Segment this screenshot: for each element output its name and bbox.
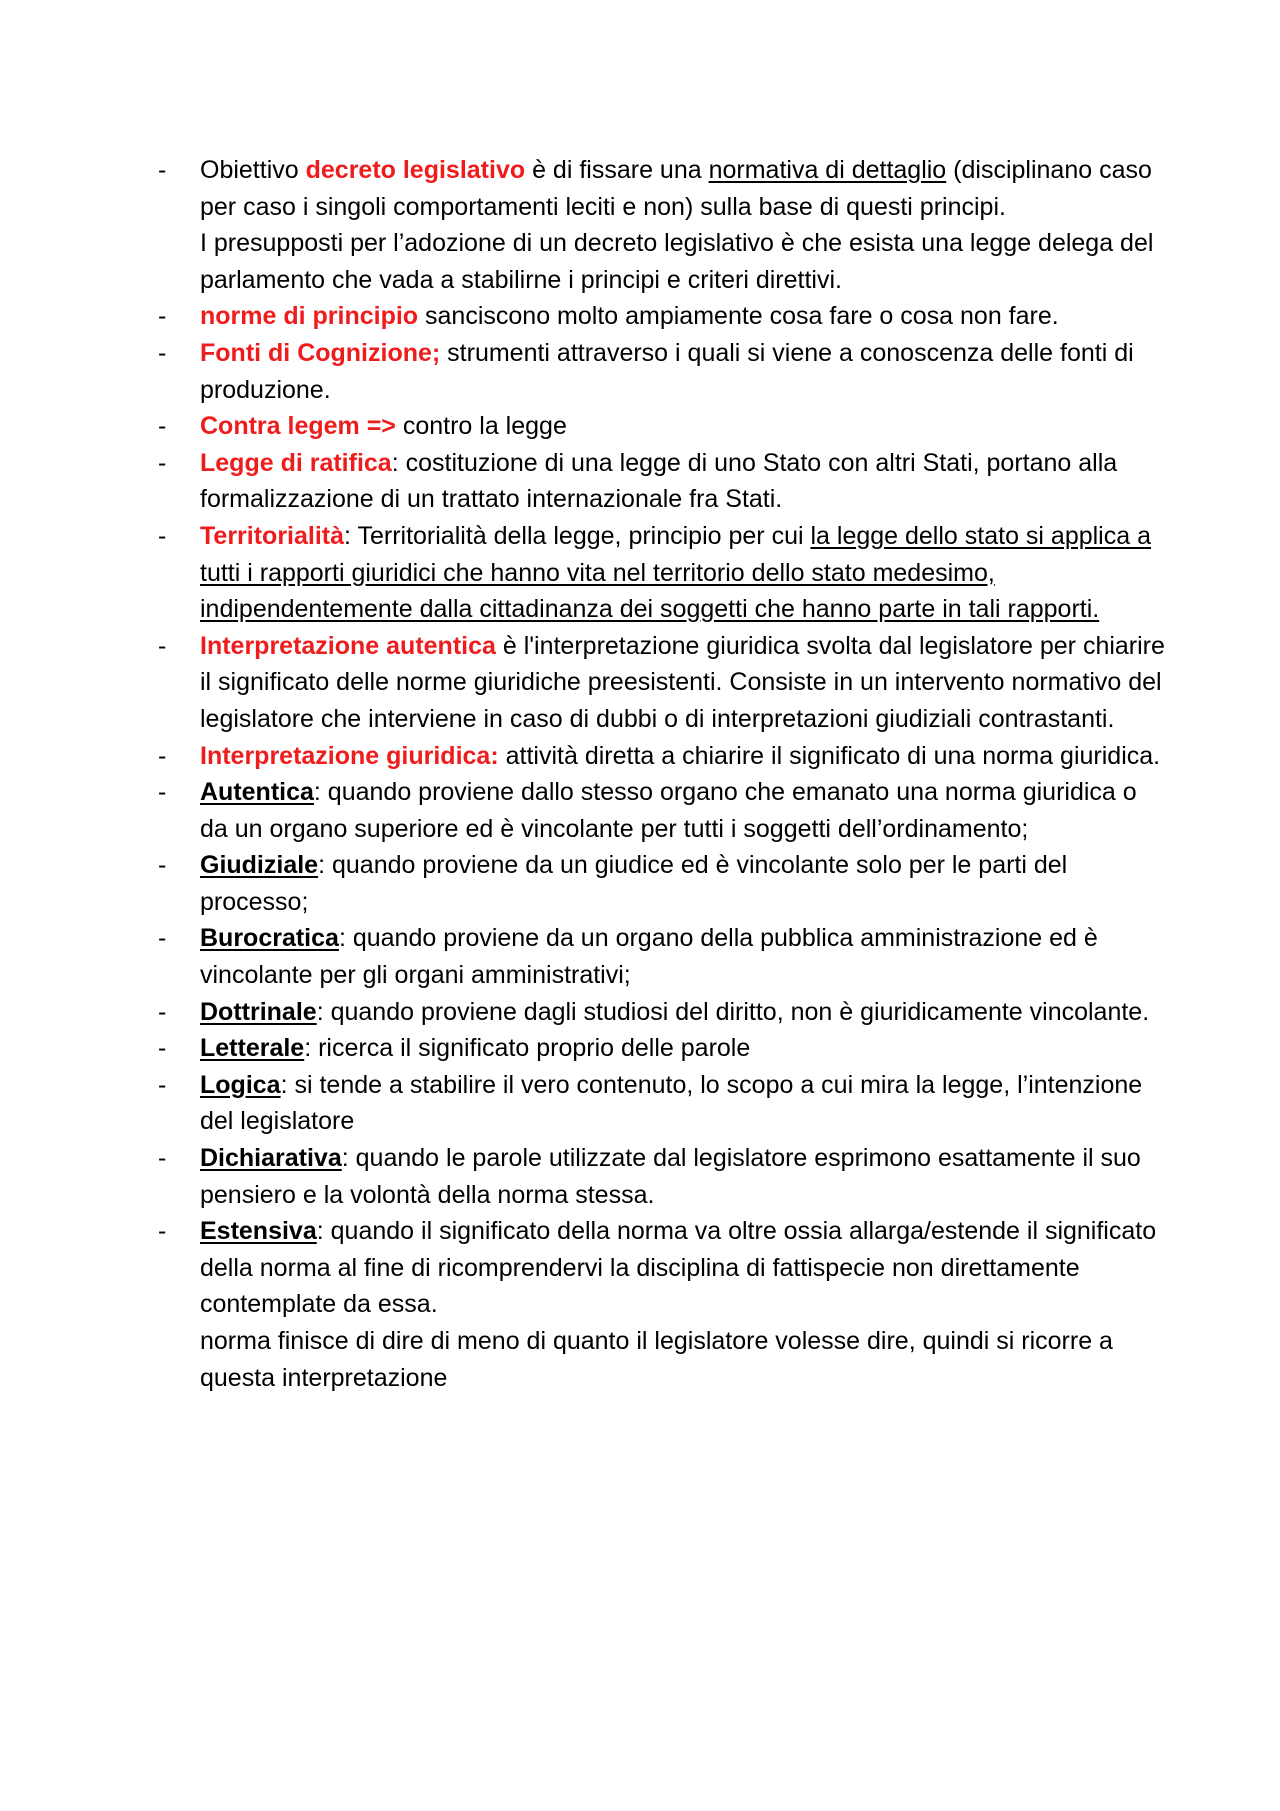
underlined-phrase: la legge dello stato si applica a tutti i rapporti giuridici che hanno vita nel territorio dello stato medesimo, indipendentemente dalla cittadinanza dei soggetti che hanno parte in tali rapporti. [200, 521, 1151, 624]
item-text: : ricerca il significato proprio delle parole [304, 1034, 751, 1063]
term-dichiarativa: Dichiarativa [200, 1144, 342, 1173]
term-giudiziale: Giudiziale [200, 851, 319, 880]
list-item [158, 920, 1168, 993]
bullet-dash: - [158, 412, 167, 441]
item-text: contro la legge [395, 412, 567, 441]
list-item [158, 1213, 1168, 1396]
term-fonti-di-cognizione: Fonti di Cognizione; [200, 338, 441, 367]
list-item [158, 408, 1168, 445]
item-text: : quando proviene dagli studiosi del diritto, non è giuridicamente vincolante. [316, 997, 1150, 1026]
list-item [158, 518, 1168, 628]
bullet-dash: - [158, 741, 167, 770]
item-text: : quando proviene da un organo della pubblica amministrazione ed è vincolante per gli organi amministrativi; [200, 924, 1098, 990]
list-item [158, 335, 1168, 408]
underlined-phrase: normativa di dettaglio [708, 156, 947, 184]
item-text: : si tende a stabilire il vero contenuto, lo scopo a cui mira la legge, l’intenzione del legislatore [200, 1070, 1143, 1136]
item-text: è di fissare una [525, 156, 709, 184]
item-text: (disciplinano caso per caso i singoli comportamenti leciti e non) sulla base di questi principi. [200, 156, 1152, 221]
bullet-dash: - [158, 302, 167, 331]
list-item [158, 774, 1168, 847]
list-item [158, 738, 1168, 775]
bullet-dash: - [158, 448, 167, 477]
bullet-dash: - [158, 924, 167, 953]
term-letterale: Letterale [200, 1034, 305, 1063]
term-legge-di-ratifica: Legge di ratifica [200, 448, 392, 477]
list-item [158, 152, 1168, 298]
term-interpretazione-giuridica: Interpretazione giuridica: [200, 741, 499, 770]
term-burocratica: Burocratica [200, 924, 339, 953]
item-text: strumenti attraverso i quali si viene a conoscenza delle fonti di produzione. [200, 338, 1134, 404]
bullet-dash: - [158, 1217, 167, 1246]
list-item [158, 628, 1168, 738]
list-item [158, 445, 1168, 518]
bullet-dash: - [158, 521, 167, 550]
item-text: : quando proviene dallo stesso organo che emanato una norma giuridica o da un organo superiore ed è vincolante per tutti i soggetti dell’ordinamento; [200, 778, 1137, 843]
item-text: : quando le parole utilizzate dal legislatore esprimono esattamente il suo pensiero e la volontà della norma stessa. [200, 1144, 1141, 1209]
item-text: attività diretta a chiarire il significato di una norma giuridica. [498, 741, 1161, 770]
list-item [158, 1030, 1168, 1067]
bullet-dash: - [158, 338, 167, 367]
item-text: : quando il significato della norma va oltre ossia allarga/estende il significato della norma al fine di ricomprendervi la disciplina di fattispecie non direttamente contemplate da essa. [200, 1217, 1157, 1319]
term-interpretazione-autentica: Interpretazione autentica [200, 631, 496, 660]
term-contra-legem: Contra legem => [200, 412, 396, 441]
bullet-dash: - [158, 1034, 167, 1063]
term-dottrinale: Dottrinale [200, 997, 317, 1026]
notes-list [158, 152, 1168, 1396]
term-estensiva: Estensiva [200, 1217, 317, 1246]
item-text: sanciscono molto ampiamente cosa fare o cosa non fare. [418, 302, 1059, 331]
term-norme-di-principio: norme di principio [200, 302, 419, 331]
bullet-dash: - [158, 631, 167, 660]
list-item [158, 994, 1168, 1031]
term-decreto-legislativo: decreto legislativo [305, 156, 526, 184]
item-text: : costituzione di una legge di uno Stato con altri Stati, portano alla formalizzazione di un trattato internazionale fra Stati. [200, 448, 1118, 514]
list-item [158, 847, 1168, 920]
list-item [158, 1140, 1168, 1213]
item-paragraph: norma finisce di dire di meno di quanto il legislatore volesse dire, quindi si ricorre a questa interpretazione [200, 1327, 1113, 1392]
term-territorialita: Territorialità [200, 521, 345, 550]
item-text: è l'interpretazione giuridica svolta dal legislatore per chiarire il significato delle norme giuridiche preesistenti. Consiste in un intervento normativo del legislatore che interviene in caso di dubbi o di interpretazioni giudiziali contrastanti. [200, 631, 1165, 733]
bullet-dash: - [158, 156, 167, 184]
item-text: : Territorialità della legge, principio per cui [344, 521, 811, 550]
bullet-dash: - [158, 1070, 167, 1099]
item-text: : quando proviene da un giudice ed è vincolante solo per le parti del processo; [200, 851, 1068, 916]
bullet-dash: - [158, 851, 167, 880]
list-item [158, 1067, 1168, 1140]
bullet-dash: - [158, 1144, 167, 1173]
item-paragraph: I presupposti per l’adozione di un decreto legislativo è che esista una legge delega del parlamento che vada a stabilirne i principi e criteri direttivi. [200, 229, 1154, 294]
list-item [158, 298, 1168, 335]
item-text: Obiettivo [200, 156, 306, 184]
term-logica: Logica [200, 1070, 281, 1099]
bullet-dash: - [158, 997, 167, 1026]
bullet-dash: - [158, 778, 167, 807]
term-autentica: Autentica [200, 778, 314, 807]
